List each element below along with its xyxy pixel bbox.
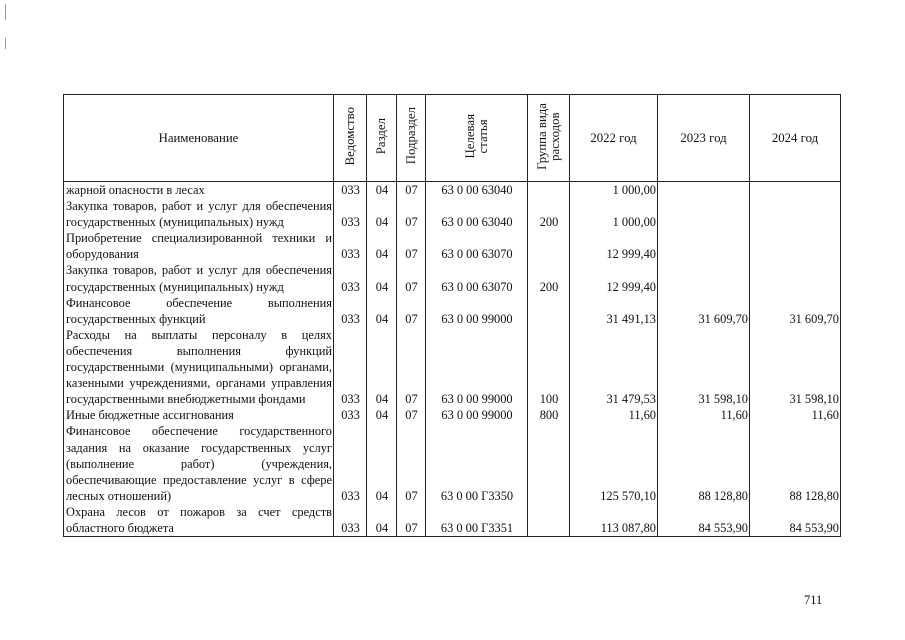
row-value-2022: 1 000,00 — [570, 182, 658, 199]
table-row — [64, 230, 841, 262]
row-podrazdel: 07 — [397, 423, 426, 503]
row-value-2024 — [750, 182, 841, 199]
row-vedomstvo: 033 — [334, 230, 367, 262]
row-gruppa-vida — [528, 182, 570, 199]
table-row — [64, 182, 841, 199]
row-celevaya-statya: 63 0 00 Г3351 — [426, 504, 528, 537]
header-2023: 2023 год — [658, 95, 750, 182]
row-celevaya-statya: 63 0 00 Г3350 — [426, 423, 528, 503]
row-gruppa-vida — [528, 504, 570, 537]
row-celevaya-statya: 63 0 00 99000 — [426, 327, 528, 407]
row-podrazdel: 07 — [397, 230, 426, 262]
row-value-2022: 12 999,40 — [570, 230, 658, 262]
header-razdel: Раздел — [367, 95, 397, 182]
row-razdel: 04 — [367, 295, 397, 327]
row-value-2023: 88 128,80 — [658, 423, 750, 503]
row-gruppa-vida — [528, 295, 570, 327]
header-2024: 2024 год — [750, 95, 841, 182]
table-row — [64, 295, 841, 327]
table-row — [64, 198, 841, 230]
row-value-2023 — [658, 262, 750, 294]
row-value-2024 — [750, 198, 841, 230]
row-razdel: 04 — [367, 423, 397, 503]
row-podrazdel: 07 — [397, 198, 426, 230]
row-value-2024: 88 128,80 — [750, 423, 841, 503]
row-value-2022: 31 491,13 — [570, 295, 658, 327]
row-razdel: 04 — [367, 198, 397, 230]
row-gruppa-vida: 200 — [528, 198, 570, 230]
row-vedomstvo: 033 — [334, 327, 367, 407]
row-celevaya-statya: 63 0 00 63040 — [426, 198, 528, 230]
row-value-2024: 31 609,70 — [750, 295, 841, 327]
table-row — [64, 504, 841, 537]
row-vedomstvo: 033 — [334, 504, 367, 537]
row-gruppa-vida: 100 — [528, 327, 570, 407]
row-name: Приобретение специализированной техники и оборудования — [64, 230, 334, 262]
row-name: жарной опасности в лесах — [64, 182, 334, 199]
row-podrazdel: 07 — [397, 295, 426, 327]
row-podrazdel: 07 — [397, 182, 426, 199]
header-name: Наименование — [64, 95, 334, 182]
row-name: Финансовое обеспечение выполнения государственных функций — [64, 295, 334, 327]
row-name: Охрана лесов от пожаров за счет средств областного бюджета — [64, 504, 334, 537]
row-podrazdel: 07 — [397, 327, 426, 407]
row-vedomstvo: 033 — [334, 423, 367, 503]
row-value-2022: 11,60 — [570, 407, 658, 423]
row-vedomstvo: 033 — [334, 262, 367, 294]
row-razdel: 04 — [367, 327, 397, 407]
row-gruppa-vida: 800 — [528, 407, 570, 423]
row-value-2023 — [658, 182, 750, 199]
header-vedomstvo: Ведомство — [334, 95, 367, 182]
row-value-2023 — [658, 230, 750, 262]
row-gruppa-vida — [528, 230, 570, 262]
row-value-2023: 31 598,10 — [658, 327, 750, 407]
row-razdel: 04 — [367, 407, 397, 423]
row-celevaya-statya: 63 0 00 99000 — [426, 295, 528, 327]
row-celevaya-statya: 63 0 00 99000 — [426, 407, 528, 423]
row-gruppa-vida: 200 — [528, 262, 570, 294]
row-value-2023: 11,60 — [658, 407, 750, 423]
row-vedomstvo: 033 — [334, 407, 367, 423]
row-value-2022: 125 570,10 — [570, 423, 658, 503]
row-value-2024: 11,60 — [750, 407, 841, 423]
row-vedomstvo: 033 — [334, 182, 367, 199]
row-value-2024: 31 598,10 — [750, 327, 841, 407]
row-name: Финансовое обеспечение государственного задания на оказание государственных услуг (выполнение работ) (учреждения, обеспечивающие предоставление услуг в сфере лесных отношений) — [64, 423, 334, 503]
row-celevaya-statya: 63 0 00 63070 — [426, 230, 528, 262]
scan-mark — [5, 38, 6, 49]
table-row — [64, 423, 841, 503]
row-gruppa-vida — [528, 423, 570, 503]
row-name: Расходы на выплаты персоналу в целях обеспечения выполнения функций государственными (муниципальными) органами, казенными учреждениями, органами управления государственными внебюджетными фондами — [64, 327, 334, 407]
row-value-2022: 12 999,40 — [570, 262, 658, 294]
row-podrazdel: 07 — [397, 407, 426, 423]
row-vedomstvo: 033 — [334, 295, 367, 327]
table-row — [64, 327, 841, 407]
row-razdel: 04 — [367, 182, 397, 199]
row-value-2023 — [658, 198, 750, 230]
table-row — [64, 262, 841, 294]
row-razdel: 04 — [367, 504, 397, 537]
row-value-2024 — [750, 262, 841, 294]
row-value-2022: 31 479,53 — [570, 327, 658, 407]
row-name: Закупка товаров, работ и услуг для обеспечения государственных (муниципальных) нужд — [64, 262, 334, 294]
row-name: Иные бюджетные ассигнования — [64, 407, 334, 423]
row-name: Закупка товаров, работ и услуг для обеспечения государственных (муниципальных) нужд — [64, 198, 334, 230]
row-value-2024: 84 553,90 — [750, 504, 841, 537]
table-row — [64, 407, 841, 423]
table-header-row — [64, 95, 841, 182]
header-podrazdel: Подраздел — [397, 95, 426, 182]
page-number: 711 — [804, 593, 823, 607]
row-celevaya-statya: 63 0 00 63040 — [426, 182, 528, 199]
header-2022: 2022 год — [570, 95, 658, 182]
header-celevaya-statya: Целевая статья — [426, 95, 528, 182]
row-value-2022: 113 087,80 — [570, 504, 658, 537]
row-podrazdel: 07 — [397, 262, 426, 294]
row-razdel: 04 — [367, 262, 397, 294]
row-value-2023: 84 553,90 — [658, 504, 750, 537]
scan-mark — [5, 4, 6, 20]
budget-table — [63, 94, 841, 537]
row-vedomstvo: 033 — [334, 198, 367, 230]
row-value-2024 — [750, 230, 841, 262]
row-value-2023: 31 609,70 — [658, 295, 750, 327]
row-razdel: 04 — [367, 230, 397, 262]
row-celevaya-statya: 63 0 00 63070 — [426, 262, 528, 294]
row-value-2022: 1 000,00 — [570, 198, 658, 230]
row-podrazdel: 07 — [397, 504, 426, 537]
header-gruppa-vida-rashodov: Группа вида расходов — [528, 95, 570, 182]
